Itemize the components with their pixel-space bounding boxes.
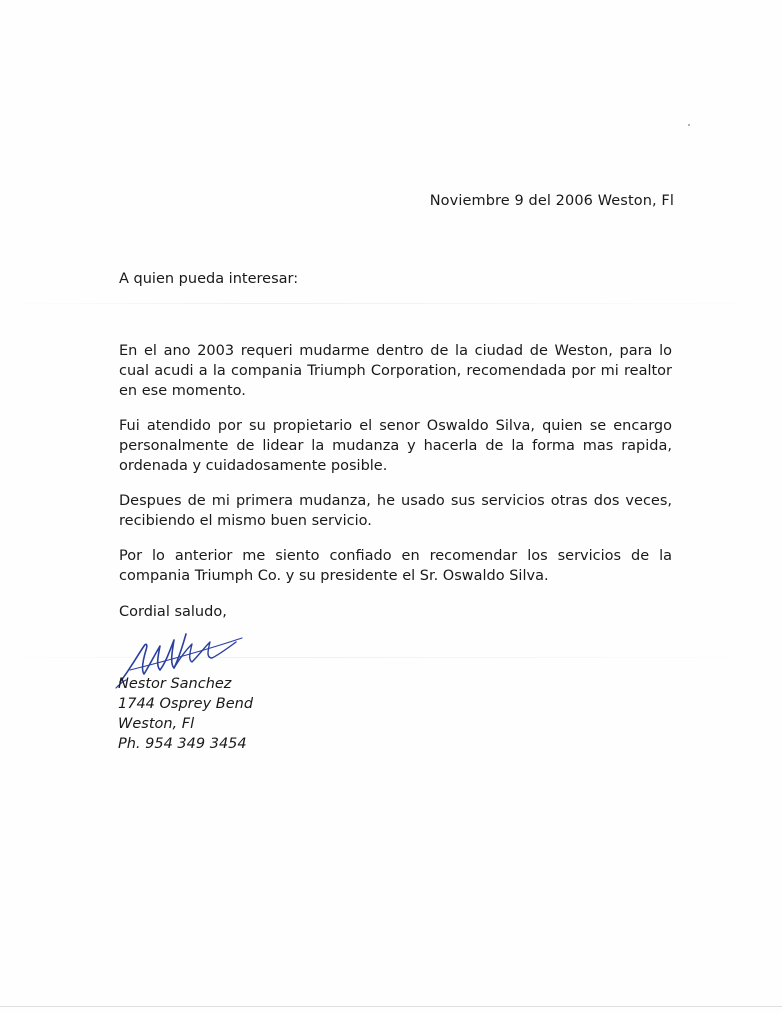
sender-address: 1744 Osprey Bend bbox=[118, 696, 254, 712]
letter-closing: Cordial saludo, bbox=[119, 604, 227, 620]
letter-salutation: A quien pueda interesar: bbox=[119, 271, 299, 287]
letter-date: Noviembre 9 del 2006 Weston, Fl bbox=[429, 193, 674, 209]
sender-city: Weston, Fl bbox=[118, 716, 195, 732]
letter-paragraph: Fui atendido por su propietario el senor Oswaldo Silva, quien se encargo personalmente de lidear la mudanza y hacerla de la forma mas rapida, ordenada y cuidadosamente posible. bbox=[119, 418, 672, 474]
sender-name: Nestor Sanchez bbox=[118, 676, 232, 692]
paper-speck bbox=[688, 124, 690, 126]
paper-fold-line bbox=[0, 303, 782, 304]
paper-bottom-edge bbox=[0, 1006, 782, 1007]
letter-paragraph: Despues de mi primera mudanza, he usado sus servicios otras dos veces, recibiendo el mismo buen servicio. bbox=[119, 493, 672, 529]
letter-paragraph: Por lo anterior me siento confiado en recomendar los servicios de la compania Triumph Co. y su presidente el Sr. Oswaldo Silva. bbox=[119, 548, 672, 584]
letter-body bbox=[119, 341, 672, 601]
sender-block bbox=[118, 674, 253, 754]
letter-paragraph: En el ano 2003 requeri mudarme dentro de la ciudad de Weston, para lo cual acudi a la compania Triumph Corporation, recomendada por mi realtor en ese momento. bbox=[119, 343, 672, 399]
sender-phone: Ph. 954 349 3454 bbox=[118, 736, 247, 752]
